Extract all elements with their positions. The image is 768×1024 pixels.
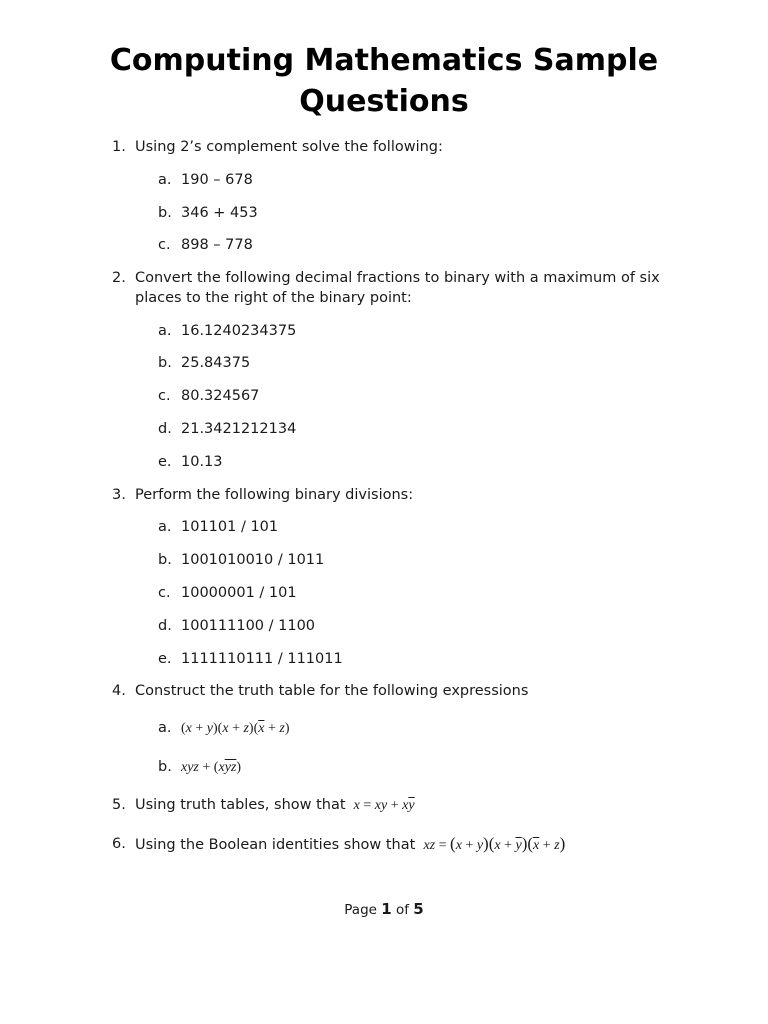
item-text: 1001010010 / 1011 <box>181 552 325 568</box>
item-letter: c. <box>158 585 171 601</box>
question-2-item-e <box>158 452 658 472</box>
item-letter: d. <box>158 421 172 437</box>
item-letter: b. <box>158 205 172 221</box>
item-expression <box>181 718 658 739</box>
item-letter: b. <box>158 355 172 371</box>
item-text: 898 – 778 <box>181 237 253 253</box>
item-text: 80.324567 <box>181 388 260 404</box>
item-letter: c. <box>158 237 171 253</box>
boolean-expression: xyz + $(x\overline{yz})$ <box>181 760 242 775</box>
item-letter: b. <box>158 759 172 775</box>
item-text: 21.3421212134 <box>181 421 297 437</box>
question-3-item-a <box>158 517 658 537</box>
item-letter: a. <box>158 720 172 736</box>
question-2 <box>112 268 672 308</box>
item-text: 100111100 / 1100 <box>181 618 316 634</box>
question-number: 6. <box>112 836 126 852</box>
question-2-item-a <box>158 321 658 341</box>
question-4 <box>112 681 672 701</box>
question-1 <box>112 137 672 157</box>
question-5 <box>112 795 672 816</box>
current-page-number: 1 <box>381 900 392 918</box>
question-2-item-b <box>158 353 658 373</box>
item-letter: c. <box>158 388 171 404</box>
document-title: Computing Mathematics Sample Questions <box>109 43 659 119</box>
boolean-expression: $(x + y)(x + z)(\overline{x} + z)$ <box>181 721 290 736</box>
question-number: 3. <box>112 487 126 503</box>
item-text: 16.1240234375 <box>181 323 297 339</box>
question-2-item-d <box>158 419 658 439</box>
total-pages-number: 5 <box>413 900 424 918</box>
question-3-item-b <box>158 550 658 570</box>
page-label: Page <box>344 902 377 918</box>
item-letter: b. <box>158 552 172 568</box>
question-text: Using the Boolean identities show that <box>135 837 416 853</box>
question-number: 5. <box>112 797 126 813</box>
question-text: Construct the truth table for the following expressions <box>135 683 529 699</box>
question-text: Using 2’s complement solve the following: <box>135 139 443 155</box>
question-4-item-a <box>158 718 658 739</box>
item-letter: e. <box>158 454 172 470</box>
question-3-item-d <box>158 616 658 636</box>
question-number: 1. <box>112 139 126 155</box>
item-letter: a. <box>158 172 172 188</box>
question-3-item-e <box>158 649 658 669</box>
item-letter: a. <box>158 323 172 339</box>
item-text: 190 – 678 <box>181 172 253 188</box>
question-1-item-a <box>158 170 658 190</box>
item-text: 10000001 / 101 <box>181 585 297 601</box>
question-4-item-b <box>158 757 658 778</box>
question-1-item-c <box>158 235 658 255</box>
question-6 <box>112 834 672 856</box>
question-1-item-b <box>158 203 658 223</box>
item-letter: d. <box>158 618 172 634</box>
item-text: 25.84375 <box>181 355 251 371</box>
item-text: 10.13 <box>181 454 223 470</box>
boolean-expression: xz = $(x + y)(x + \overline{y})(\overline{x} + z)$ <box>419 834 566 853</box>
question-text: Convert the following decimal fractions to binary with a maximum of six places to the right of the binary point: <box>135 270 660 306</box>
item-expression <box>181 757 658 778</box>
question-3 <box>112 485 672 505</box>
question-text: Using truth tables, show that <box>135 797 346 813</box>
question-3-item-c <box>158 583 658 603</box>
of-label: of <box>395 902 409 918</box>
question-number: 4. <box>112 683 126 699</box>
question-2-item-c <box>158 386 658 406</box>
item-text: 346 + 453 <box>181 205 258 221</box>
question-number: 2. <box>112 270 126 286</box>
item-letter: e. <box>158 651 172 667</box>
page-footer <box>0 899 768 920</box>
question-text: Perform the following binary divisions: <box>135 487 414 503</box>
boolean-expression: x = xy + $x\overline{y}$ <box>350 798 415 813</box>
item-letter: a. <box>158 519 172 535</box>
item-text: 1111110111 / 111011 <box>181 651 343 667</box>
item-text: 101101 / 101 <box>181 519 279 535</box>
